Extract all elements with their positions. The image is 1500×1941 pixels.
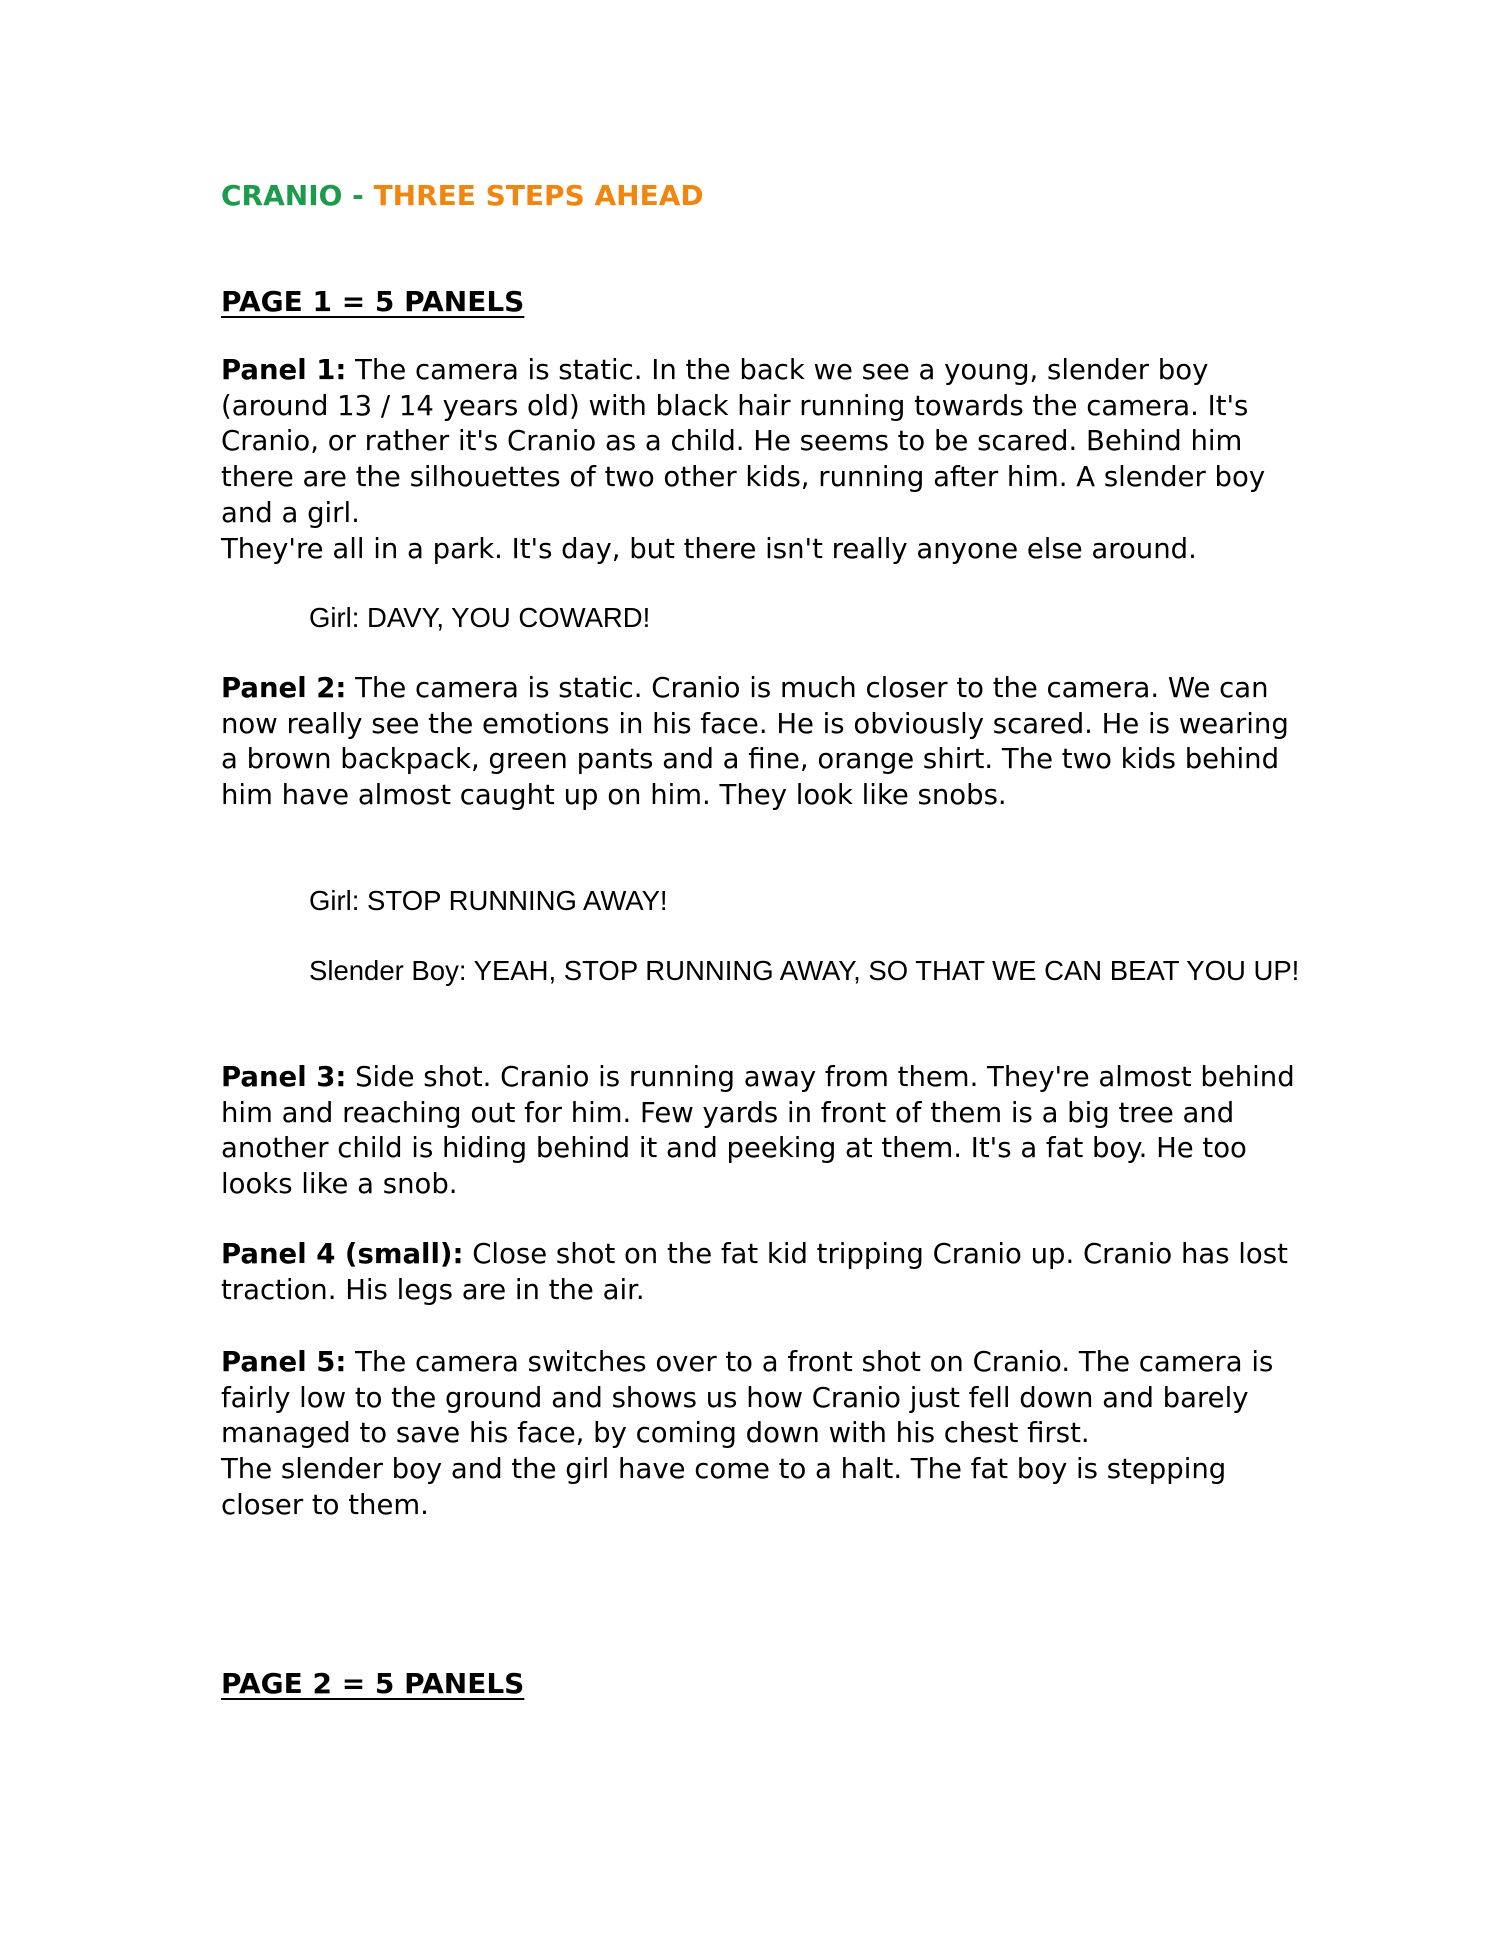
page-1-heading: PAGE 1 = 5 PANELS bbox=[221, 285, 525, 318]
panel-3-description bbox=[221, 1060, 1301, 1203]
panel-1-text-2: They're all in a park. It's day, but there isn't really anyone else around. bbox=[221, 532, 1197, 565]
panel-5-label: Panel 5: bbox=[221, 1346, 347, 1378]
panel-1-description bbox=[221, 353, 1301, 567]
dialogue-speaker: Girl: bbox=[309, 602, 360, 633]
panel-5-text-2: The slender boy and the girl have come to a halt. The fat boy is stepping closer to them. bbox=[221, 1453, 1227, 1521]
dialogue-speaker: Girl: bbox=[309, 885, 360, 916]
dialogue-line: YEAH, STOP RUNNING AWAY, SO THAT WE CAN BEAT YOU UP! bbox=[466, 955, 1300, 986]
panel-2-description bbox=[221, 671, 1301, 814]
panel-4-description bbox=[221, 1237, 1301, 1308]
panel-2-text: The camera is static. Cranio is much closer to the camera. We can now really see the emotions in his face. He is obviously scared. He is wearing a brown backpack, green pants and a fine, orange shirt. The two kids behind him have almost caught up on him. They look like snobs. bbox=[221, 672, 1289, 812]
page-2-heading: PAGE 2 = 5 PANELS bbox=[221, 1667, 525, 1700]
dialogue-line: DAVY, YOU COWARD! bbox=[359, 602, 651, 633]
panel-4-label: Panel 4 (small): bbox=[221, 1238, 464, 1270]
title-subtitle: THREE STEPS AHEAD bbox=[373, 179, 704, 212]
panel-2-label: Panel 2: bbox=[221, 672, 347, 704]
panel-1-label: Panel 1: bbox=[221, 354, 347, 386]
dialogue-speaker: Slender Boy: bbox=[309, 955, 467, 986]
panel-4-text: Close shot on the fat kid tripping Cranio up. Cranio has lost traction. His legs are in the air. bbox=[221, 1238, 1288, 1306]
panel-5-description bbox=[221, 1345, 1301, 1524]
panel-5-text: The camera switches over to a front shot on Cranio. The camera is fairly low to the ground and shows us how Cranio just fell down and barely managed to save his face, by coming down with his chest first. bbox=[221, 1346, 1274, 1450]
dialogue-line: STOP RUNNING AWAY! bbox=[359, 885, 668, 916]
panel-3-text: Side shot. Cranio is running away from them. They're almost behind him and reaching out for him. Few yards in front of them is a big tree and another child is hiding behind it and peeking at them. It's a fat boy. He too looks like a snob. bbox=[221, 1061, 1295, 1201]
title-separator: - bbox=[342, 179, 374, 212]
panel-1-text: The camera is static. In the back we see a young, slender boy (around 13 / 14 years old) with black hair running towards the camera. It's Cranio, or rather it's Cranio as a child. He seems to be scared. Behind him there are the silhouettes of two other kids, running after him. A slender boy and a girl. bbox=[221, 354, 1266, 529]
title-cranio: CRANIO bbox=[221, 179, 343, 212]
panel-3-label: Panel 3: bbox=[221, 1061, 347, 1093]
panel-1-dialogue-1 bbox=[221, 600, 1301, 636]
panel-2-dialogue-2 bbox=[221, 953, 1301, 989]
document-title bbox=[221, 178, 704, 214]
panel-2-dialogue-1 bbox=[221, 883, 1301, 919]
